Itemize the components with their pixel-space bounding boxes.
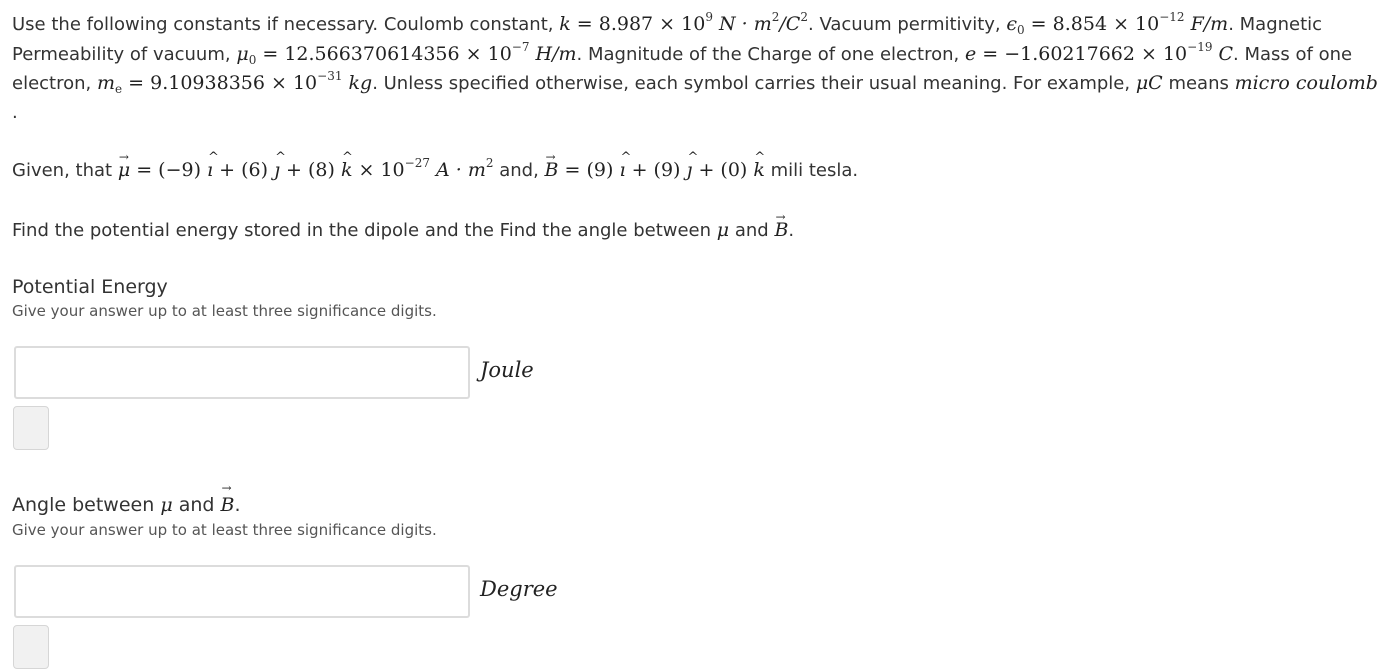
mu-plus2: + (8) xyxy=(279,159,341,181)
part2-mu: μ xyxy=(160,494,173,516)
j-hat: ^ ȷ xyxy=(274,155,280,185)
joule-unit: Joule xyxy=(480,358,534,382)
constants-text: Use the following constants if necessary. Coulomb constant, xyxy=(12,14,560,35)
unless-text: . Unless specified otherwise, each symbol carries their usual meaning. For example, xyxy=(372,73,1136,94)
mu-units-exp: 2 xyxy=(485,156,494,170)
constants-line-1 xyxy=(12,9,1322,40)
part2-title-start: Angle between xyxy=(12,494,161,516)
me-symbol: m xyxy=(96,72,116,94)
part2-and: and xyxy=(172,494,221,516)
question-b: → B xyxy=(774,215,788,245)
given-line xyxy=(12,155,858,186)
charge-label: . Magnitude of the Charge of one electron, xyxy=(576,44,965,65)
question-and: and xyxy=(729,220,775,241)
part2-check-button[interactable] xyxy=(13,625,49,669)
question-text xyxy=(12,215,794,246)
i-hat: ^ ı xyxy=(207,155,213,185)
part1-title: Potential Energy xyxy=(12,276,168,298)
eps-units: F/m xyxy=(1184,13,1229,35)
e-units: C xyxy=(1212,43,1234,65)
b-k-hat: ^ k xyxy=(753,155,765,185)
micro-coulomb-symbol: μC xyxy=(1135,72,1163,94)
k-value: = 8.987 × 10 xyxy=(570,13,706,35)
k-symbol: k xyxy=(559,13,571,35)
k-units-exp2: 2 xyxy=(800,10,808,24)
potential-energy-input[interactable] xyxy=(14,346,470,399)
given-and: and, xyxy=(493,160,545,181)
me-sub: e xyxy=(115,82,123,96)
given-prefix: Given, that xyxy=(12,160,118,181)
degree-unit: Degree xyxy=(480,577,558,601)
e-value: = −1.60217662 × 10 xyxy=(976,43,1188,65)
b-expr: = (9) xyxy=(558,159,620,181)
eps-sub: 0 xyxy=(1017,23,1025,37)
e-exponent: −19 xyxy=(1187,40,1213,54)
k-units-exp: 2 xyxy=(771,10,780,24)
eps-value: = 8.854 × 10 xyxy=(1024,13,1160,35)
k-hat: ^ k xyxy=(341,155,353,185)
part2-b: → B xyxy=(221,494,235,516)
mu-plus1: + (6) xyxy=(213,159,275,181)
k-exponent: 9 xyxy=(705,10,713,24)
mu0-sub: 0 xyxy=(248,53,257,67)
mu-expr: = (−9) xyxy=(130,159,208,181)
b-i-hat: ^ ı xyxy=(619,155,625,185)
part1-check-button[interactable] xyxy=(13,406,49,450)
constants-line-3 xyxy=(12,68,1378,99)
question-body: Find the potential energy stored in the dipole and the Find the angle between xyxy=(12,220,717,241)
question-end: . xyxy=(788,220,795,241)
permeability-label: Permeability of vacuum, xyxy=(12,44,237,65)
e-symbol: e xyxy=(964,43,977,65)
angle-input[interactable] xyxy=(14,565,470,618)
b-plus2: + (0) xyxy=(692,159,754,181)
b-plus1: + (9) xyxy=(625,159,687,181)
means-text: means xyxy=(1162,73,1235,94)
eps-exponent: −12 xyxy=(1159,10,1185,24)
part2-end: . xyxy=(234,494,241,516)
given-suffix: mili tesla. xyxy=(764,160,859,181)
mass-label: . Mass of one xyxy=(1233,44,1353,65)
mu-exponent: −27 xyxy=(404,156,430,170)
eps-label: . Vacuum permitivity, xyxy=(808,14,1007,35)
part1-hint: Give your answer up to at least three significance digits. xyxy=(12,302,437,320)
eps-symbol: ϵ xyxy=(1006,13,1017,35)
mu-times: × 10 xyxy=(352,159,405,181)
me-value: = 9.10938356 × 10 xyxy=(122,72,318,94)
b-j-hat: ^ ȷ xyxy=(687,155,693,185)
k-units-2: /C xyxy=(779,13,801,35)
me-exponent: −31 xyxy=(317,69,343,83)
mu-units: A · m xyxy=(429,159,486,181)
electron-label: electron, xyxy=(12,73,97,94)
mu0-units: H/m xyxy=(529,43,577,65)
mu0-symbol: μ xyxy=(236,43,249,65)
me-units: kg xyxy=(342,72,373,94)
part2-hint: Give your answer up to at least three significance digits. xyxy=(12,521,437,539)
mu0-exponent: −7 xyxy=(511,40,530,54)
constants-line-2 xyxy=(12,39,1352,70)
magnetic-text: . Magnetic xyxy=(1228,14,1323,35)
b-vector: → B xyxy=(545,155,559,185)
mu-vector: → μ xyxy=(118,155,130,185)
k-units: N · m xyxy=(712,13,772,35)
question-mu: μ xyxy=(716,219,730,241)
part2-title xyxy=(12,494,241,516)
micro-coulomb-text: micro coulomb xyxy=(1234,72,1378,94)
constants-dot: . xyxy=(12,102,18,123)
mu0-value: = 12.566370614356 × 10 xyxy=(256,43,512,65)
